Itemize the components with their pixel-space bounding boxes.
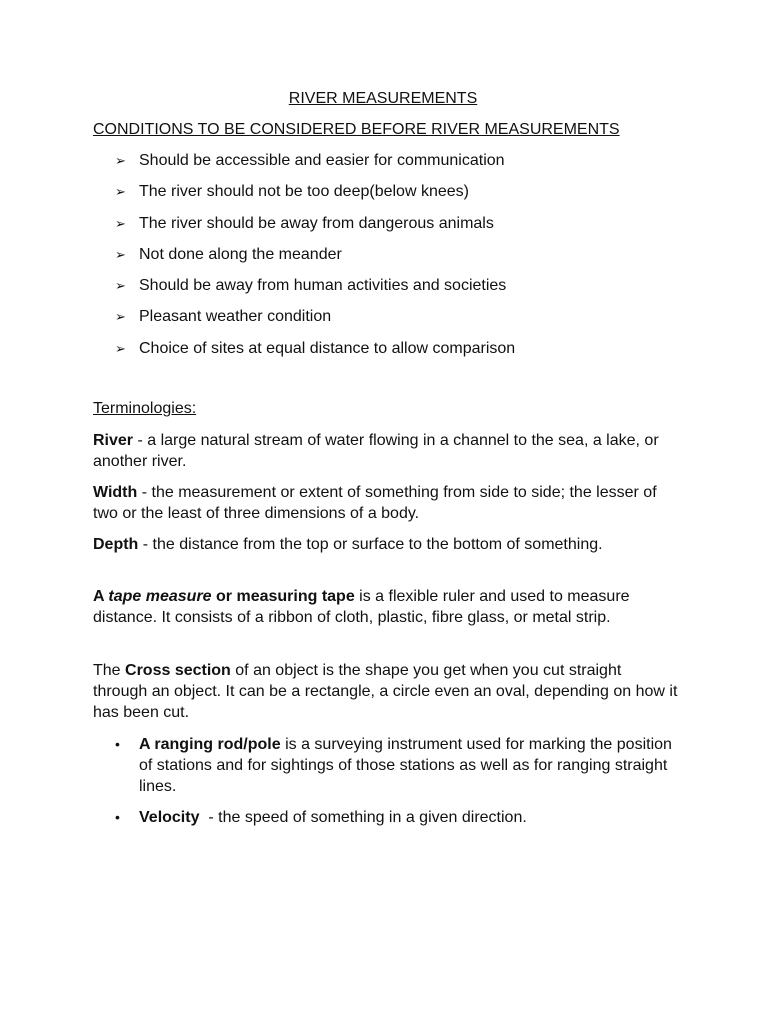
condition-text: Should be accessible and easier for communication [139, 152, 505, 169]
definition-text: - the distance from the top or surface to the bottom of something. [138, 536, 603, 553]
list-item [115, 181, 515, 212]
arrow-bullet-icon: ➢ [115, 309, 126, 325]
bullet-dot-icon: • [115, 809, 120, 825]
condition-text: Not done along the meander [139, 245, 342, 263]
condition-text: The river should be away from dangerous animals [139, 214, 494, 232]
definition-ranging-rod [139, 734, 681, 797]
condition-text: Choice of sites at equal distance to allow comparison [139, 339, 516, 357]
list-item [115, 244, 515, 275]
document-title: RIVER MEASUREMENTS [288, 90, 478, 107]
definition-text: - a large natural stream of water flowing in a channel to the sea, a lake, or another river. [93, 432, 659, 470]
arrow-bullet-icon: ➢ [115, 184, 126, 200]
tape-connector: or [211, 588, 237, 605]
list-item [115, 275, 515, 306]
term-depth: Depth [93, 536, 139, 553]
definition-cross-section [93, 660, 678, 723]
definition-tape [93, 586, 678, 628]
definition-text: is a surveying instrument used for marking the position of stations and for sightings of those stations as well as for ranging straight lines. [139, 736, 672, 795]
condition-text: Pleasant weather condition [139, 308, 332, 326]
arrow-bullet-icon: ➢ [115, 246, 126, 262]
term-velocity: Velocity [139, 809, 200, 826]
list-item [115, 306, 515, 337]
definition-river [93, 430, 678, 472]
arrow-bullet-icon: ➢ [115, 215, 126, 231]
definition-text: is a flexible ruler and used to measure distance. It consists of a ribbon of cloth, plastic, fibre glass, or metal strip. [93, 588, 630, 626]
tape-prefix: A [93, 588, 109, 605]
term-measuring-tape: measuring tape [236, 588, 355, 605]
list-item [115, 734, 681, 797]
list-item [115, 338, 515, 369]
term-tape-measure: tape measure [108, 588, 212, 605]
section-subtitle: CONDITIONS TO BE CONSIDERED BEFORE RIVER MEASUREMENTS [93, 121, 620, 138]
conditions-list [115, 150, 515, 369]
arrow-bullet-icon: ➢ [115, 153, 126, 168]
definition-text: - the measurement or extent of something from side to side; the lesser of two or the least of three dimensions of a body. [93, 484, 657, 522]
bullet-list [115, 734, 681, 828]
definition-text: of an object is the shape you get when you cut straight through an object. It can be a rectangle, a circle even an oval, depending on how it has been cut. [93, 662, 678, 721]
list-item [115, 213, 515, 244]
definition-text: - the speed of something in a given direction. [199, 809, 527, 826]
arrow-bullet-icon: ➢ [115, 340, 126, 356]
term-ranging-rod: A ranging rod/pole [139, 736, 281, 753]
bullet-dot-icon: • [115, 736, 120, 752]
term-cross-section: Cross section [125, 662, 231, 679]
definition-depth [93, 534, 678, 555]
definition-velocity [139, 807, 681, 828]
condition-text: Should be away from human activities and societies [139, 277, 507, 295]
list-item [115, 807, 681, 828]
list-item [115, 150, 515, 181]
definition-width [93, 482, 678, 524]
term-river: River [93, 432, 134, 449]
arrow-bullet-icon: ➢ [115, 278, 126, 294]
term-width: Width [93, 484, 138, 501]
terminologies-heading: Terminologies: [93, 400, 197, 417]
cross-prefix: The [93, 662, 126, 679]
condition-text: The river should not be too deep(below knees) [139, 183, 469, 201]
